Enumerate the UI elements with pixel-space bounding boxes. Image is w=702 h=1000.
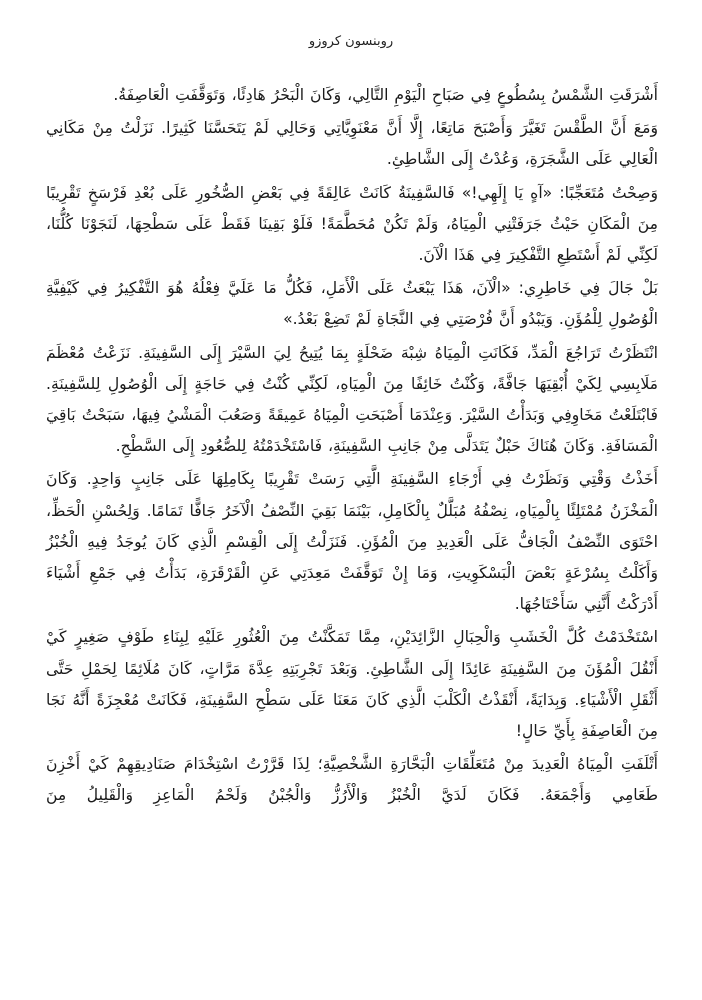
paragraph: وَصِحْتُ مُتَعَجِّبًا: «آهٍ يَا إِلَهِي!» فَالسَّفِينَةُ كَانَتْ عَالِقَةً فِي بَعْضِ الصُّخُورِ عَلَى بُعْدِ فَرْسَخٍ تَقْرِيبًا مِنَ الْمَكَانِ حَيْثُ جَرَفَتْنِي الْمِيَاهُ، وَلَمْ تَكُنْ مُحَطَّمَةً! فَلَوْ بَقِينَا فَقَطْ عَلَى سَطْحِهَا، لَنَجَوْنَا كُلُّنَا، لَكِنِّي لَمْ أَسْتَطِعِ التَّفْكِيرَ فِي هَذَا الْآنَ. bbox=[46, 183, 658, 265]
paragraph: اسْتَخْدَمْتُ كُلَّ الْخَشَبِ وَالْحِبَالِ الزَّائِدَيْنِ، مِمَّا تَمَكَّنْتُ مِنَ الْعُثُورِ عَلَيْهِ لِبِنَاءِ طَوْفٍ صَغِيرٍ كَيْ أَنْقُلَ الْمُؤَنَ مِنَ السَّفِينَةِ عَائِدًا إِلَى الشَّاطِئِ. وَبَعْدَ تَجْرِبَتِهِ عِدَّةَ مَرَّاتٍ، كَانَ مُلَائِمًا لِحَمْلِ حَتَّى أَثْقَلِ الْأَشْيَاءِ. وَبِدَايَةً، أَنْقَذْتُ الْكَلْبَ الَّذِي كَانَ مَعَنَا عَلَى سَطْحِ السَّفِينَةِ، فَكَانَتْ مُعْجِزَةً أَنَّهُ نَجَا مِنَ الْعَاصِفَةِ بِأَيِّ حَالٍ! bbox=[46, 628, 658, 741]
paragraph: أَشْرَقَتِ الشَّمْسُ بِسُطُوعٍ فِي صَبَاحِ الْيَوْمِ التَّالِي، وَكَانَ الْبَحْرُ هَادِئًا، وَتَوَقَّفَتِ الْعَاصِفَةُ. bbox=[113, 86, 658, 104]
paragraph: وَمَعَ أَنَّ الطَّقْسَ تَغَيَّرَ وَأَصْبَحَ مَاتِعًا، إِلَّا أَنَّ مَعْنَوِيَّاتِي وَحَالِي لَمْ يَتَحَسَّنَا كَثِيرًا. نَزَلْتُ مِنْ مَكَانِي الْعَالِي عَلَى الشَّجَرَةِ، وَعُدْتُ إِلَى الشَّاطِئِ. bbox=[46, 119, 658, 169]
paragraph: أَخَذْتُ وَقْتِي وَنَظَرْتُ فِي أَرْجَاءِ السَّفِينَةِ الَّتِي رَسَتْ تَقْرِيبًا بِكَامِلِهَا عَلَى جَانِبٍ وَاحِدٍ. وَكَانَ الْمَخْزَنُ مُمْتَلِئًا بِالْمِيَاهِ، نِصْفُهُ مُبَلَّلٌ بِالْكَامِلِ، بَيْنَمَا بَقِيَ النِّصْفُ الْآخَرُ جَافًّا تَمَامًا. وَلِحُسْنِ الْحَظِّ، احْتَوَى النِّصْفُ الْجَافُّ عَلَى الْعَدِيدِ مِنَ الْمُؤَنِ. فَنَزَلْتُ إِلَى الْقِسْمِ الَّذِي كَانَ يُوجَدُ فِيهِ الْخُبْزُ وَأَكَلْتُ بِسُرْعَةٍ بَعْضَ الْبَسْكَوِيتِ، وَمَا إِنْ تَوَقَّفَتْ مَعِدَتِي عَنِ الْقَرْقَرَةِ، بَدَأْتُ فِي جَمْعِ أَشْيَاءَ أَدْرَكْتُ أَنَّنِي سَأَحْتَاجُهَا. bbox=[46, 470, 658, 614]
running-header: روبنسون كروزو bbox=[308, 34, 394, 49]
paragraph: أَتْلَفَتِ الْمِيَاهُ الْعَدِيدَ مِنْ مُتَعَلِّقَاتِ الْبَحَّارَةِ الشَّخْصِيَّةِ؛ لِذَا قَرَّرْتُ اسْتِخْدَامَ صَنَادِيقِهِمْ كَيْ أَخْزِنَ طَعَامِي وَأَجْمَعَهُ. فَكَانَ لَدَيَّ الْخُبْزُ وَالْأَرُزُّ وَالْجُبْنُ وَلَحْمُ الْمَاعِزِ وَالْقَلِيلُ مِنَ bbox=[46, 755, 658, 805]
paragraph: انْتَظَرْتُ تَرَاجُعَ الْمَدِّ، فَكَانَتِ الْمِيَاهُ شِبْهَ ضَحْلَةٍ بِمَا يُتِيحُ لِيَ السَّيْرَ إِلَى السَّفِينَةِ. نَزَعْتُ مُعْظَمَ مَلَابِسِي لِكَيْ أُبْقِيَهَا جَافَّةً، وَكُنْتُ خَائِفًا مِنَ الْمِيَاهِ، لَكِنِّي كُنْتُ فِي حَاجَةٍ إِلَى الْوُصُولِ لِلسَّفِينَةِ. فَابْتَلَعْتُ مَخَاوِفِي وَبَدَأْتُ السَّيْرَ. وَعِنْدَمَا أَصْبَحَتِ الْمِيَاهُ عَمِيقَةً وَصَعُبَ الْمَشْيُ فِيهَا، سَبَحْتُ بَاقِيَ الْمَسَافَةِ. وَكَانَ هُنَاكَ حَبْلٌ يَتَدَلَّى مِنْ جَانِبِ السَّفِينَةِ، فَاسْتَخْدَمْتُهُ لِلصُّعُودِ إِلَى السَّطْحِ. bbox=[46, 343, 658, 456]
body-text bbox=[46, 80, 658, 814]
paragraph: بَلْ جَالَ فِي خَاطِرِي: «الْآنَ، هَذَا يَبْعَثُ عَلَى الْأَمَلِ، فَكُلُّ مَا عَلَيَّ فِعْلُهُ هُوَ التَّفْكِيرُ فِي كَيْفِيَّةِ الْوُصُولِ لِلْمُؤَنِ. وَيَبْدُو أَنَّ فُرْصَتِي فِي النَّجَاةِ لَمْ تَضِعْ بَعْدُ.» bbox=[46, 279, 658, 329]
